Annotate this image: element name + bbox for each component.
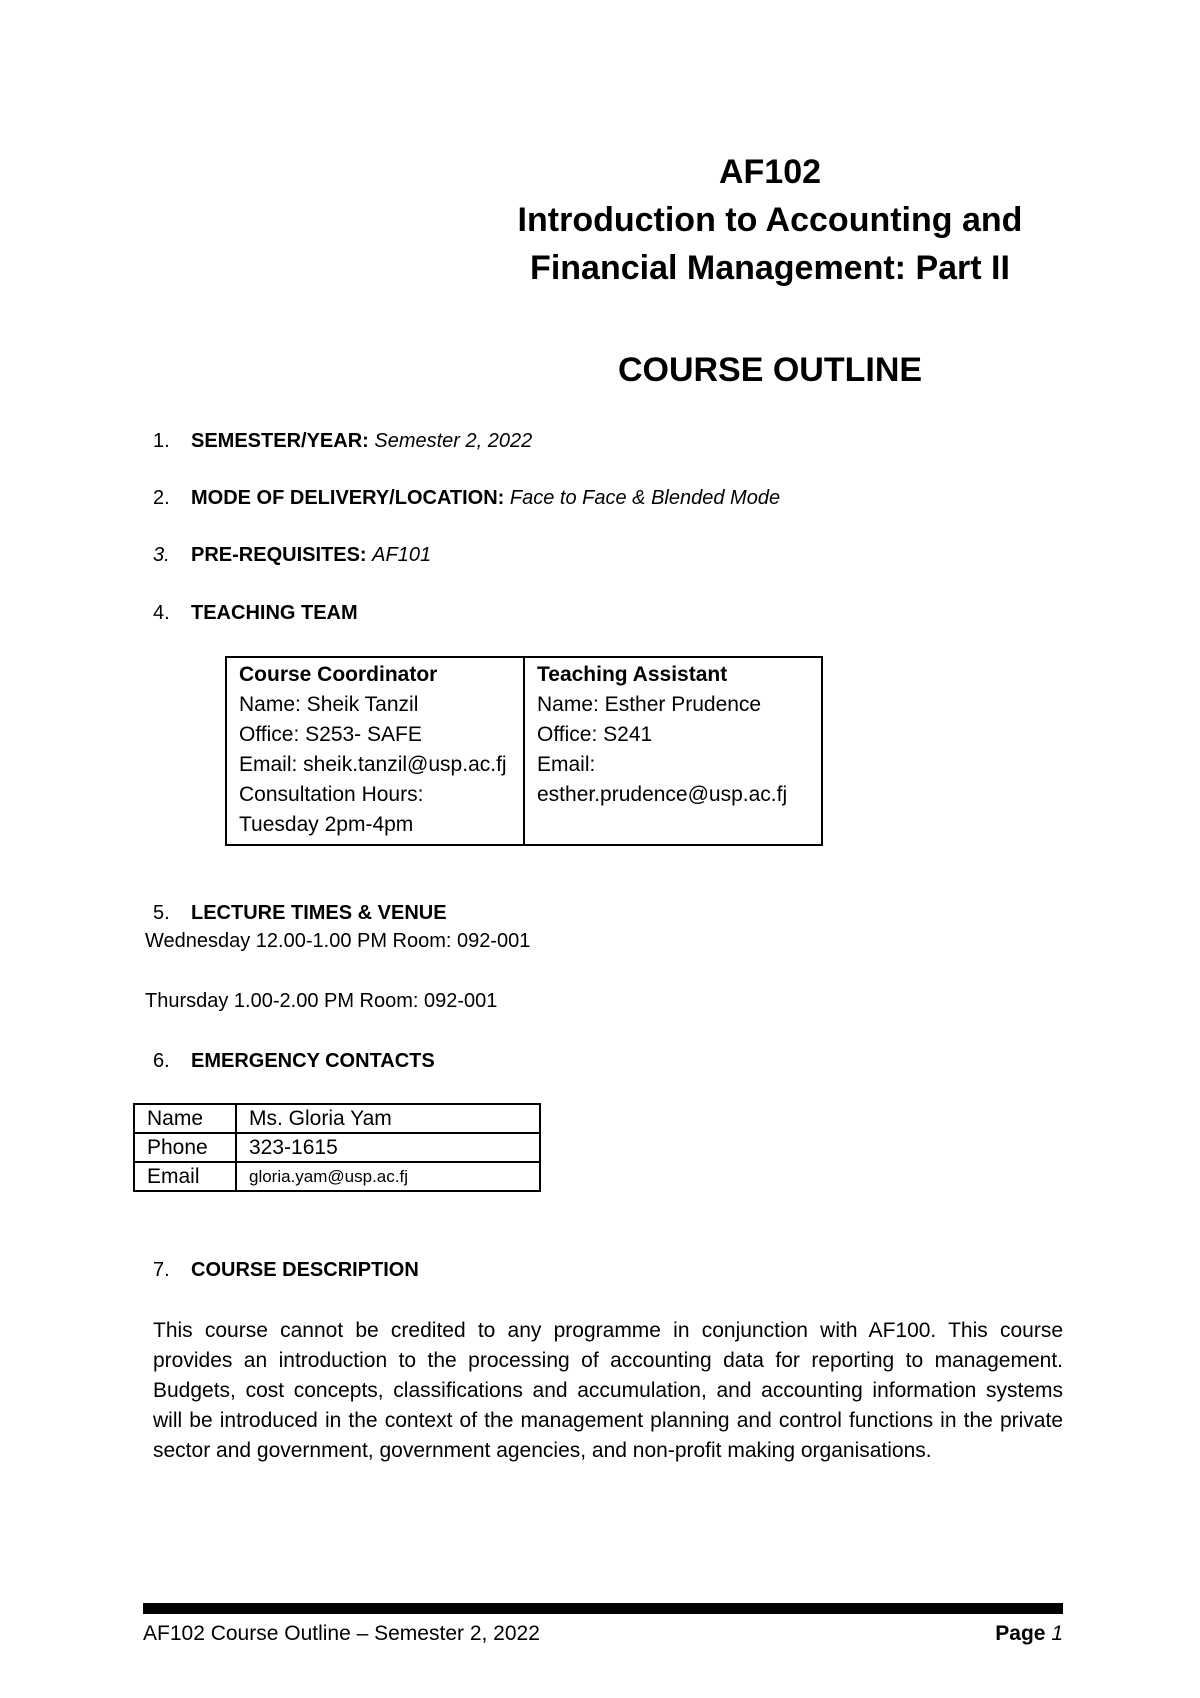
item-number: 4. (153, 602, 170, 624)
emergency-contacts-table (133, 1103, 541, 1192)
assistant-heading: Teaching Assistant (537, 663, 728, 686)
course-description-text: This course cannot be credited to any programme in conjunction with AF100. This course provides an introduction to the processing of accounting data for reporting to management. Budgets, cost concepts, classifications and accumulation, and accounting information systems will be introduced in the context of the management planning and control functions in the private sector and government, government agencies, and non-profit making organisations. (153, 1319, 1063, 1462)
emergency-key: Name (134, 1104, 236, 1133)
item-value: AF101 (372, 544, 432, 566)
emergency-value: 323-1615 (236, 1133, 540, 1162)
footer-course-label: AF102 Course Outline – Semester 2, 2022 (143, 1622, 540, 1645)
footer-rule (143, 1603, 1063, 1614)
lecture-time-1: Wednesday 12.00-1.00 PM Room: 092-001 (145, 930, 531, 952)
assistant-office: Office: S241 (537, 723, 653, 746)
item-value: Semester 2, 2022 (374, 430, 533, 452)
course-title-line2: Financial Management: Part II (530, 249, 1010, 287)
course-code: AF102 (718, 153, 822, 191)
page-number: 1 (1051, 1622, 1063, 1645)
page-label: Page (995, 1622, 1046, 1645)
item-number: 7. (153, 1259, 170, 1281)
item-course-description (153, 1257, 419, 1283)
item-mode-of-delivery (153, 485, 780, 511)
teaching-team-table (225, 656, 823, 846)
item-emergency-contacts (153, 1048, 435, 1074)
assistant-email: esther.prudence@usp.ac.fj (537, 783, 788, 806)
item-value: Face to Face & Blended Mode (509, 487, 781, 509)
table-row (134, 1104, 540, 1133)
coordinator-hours-label: Consultation Hours: (239, 783, 424, 806)
emergency-value: Ms. Gloria Yam (236, 1104, 540, 1133)
coordinator-office: Office: S253- SAFE (239, 723, 422, 746)
item-number: 5. (153, 902, 170, 924)
item-lecture-times (153, 900, 447, 926)
lecture-time-2: Thursday 1.00-2.00 PM Room: 092-001 (145, 990, 498, 1012)
emergency-key: Phone (134, 1133, 236, 1162)
item-semester (153, 428, 532, 454)
item-label: EMERGENCY CONTACTS (191, 1050, 435, 1072)
coordinator-email: Email: sheik.tanzil@usp.ac.fj (239, 753, 507, 776)
item-number: 3. (153, 544, 170, 566)
emergency-email-link[interactable]: gloria.yam@usp.ac.fj (236, 1162, 540, 1191)
coordinator-cell (226, 657, 524, 845)
assistant-name: Name: Esther Prudence (537, 693, 762, 716)
item-label: TEACHING TEAM (191, 602, 358, 624)
item-number: 1. (153, 430, 170, 452)
coordinator-heading: Course Coordinator (239, 663, 438, 686)
item-label: MODE OF DELIVERY/LOCATION: (191, 487, 505, 509)
item-label: SEMESTER/YEAR: (191, 430, 369, 452)
footer-page (995, 1622, 1063, 1646)
item-label: LECTURE TIMES & VENUE (191, 902, 447, 924)
table-row (134, 1162, 540, 1191)
emergency-key: Email (134, 1162, 236, 1191)
course-title-line1: Introduction to Accounting and (517, 201, 1023, 239)
item-number: 6. (153, 1050, 170, 1072)
item-prerequisites (153, 542, 431, 568)
table-row (134, 1133, 540, 1162)
assistant-cell (524, 657, 822, 845)
course-outline-heading: COURSE OUTLINE (617, 351, 923, 389)
coordinator-hours: Tuesday 2pm-4pm (239, 813, 414, 836)
item-label: COURSE DESCRIPTION (191, 1259, 419, 1281)
item-teaching-team (153, 600, 358, 626)
item-label: PRE-REQUISITES: (191, 544, 367, 566)
coordinator-name: Name: Sheik Tanzil (239, 693, 419, 716)
assistant-email-label: Email: (537, 753, 596, 776)
item-number: 2. (153, 487, 170, 509)
